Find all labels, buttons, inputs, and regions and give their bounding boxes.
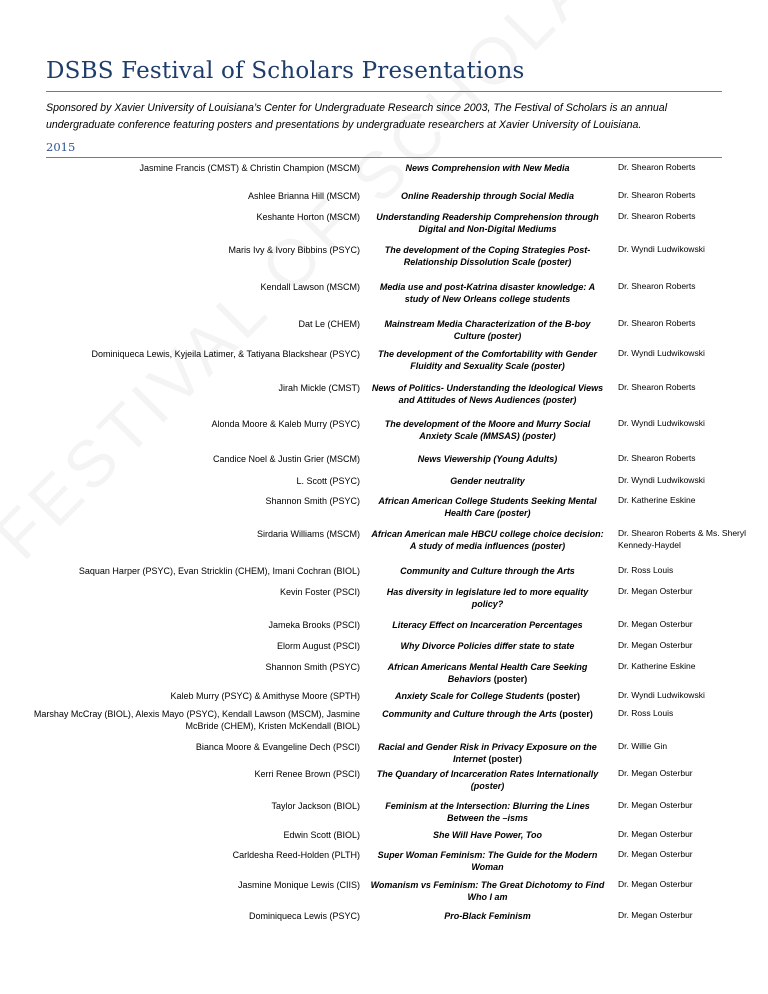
title-divider bbox=[46, 91, 722, 92]
presenter-cell: Jameka Brooks (PSCI) bbox=[268, 620, 360, 630]
presentation-title: Literacy Effect on Incarceration Percentages bbox=[392, 620, 583, 630]
presenter-cell: Shannon Smith (PSYC) bbox=[265, 496, 360, 506]
presentation-title-cell bbox=[370, 318, 605, 342]
advisor-cell: Dr. Shearon Roberts bbox=[618, 453, 696, 463]
advisor-cell: Dr. Wyndi Ludwikowski bbox=[618, 348, 705, 358]
presentation-title: The development of the Comfortability with Gender Fluidity and Sexuality Scale (poster) bbox=[377, 349, 597, 371]
presenter-cell: Taylor Jackson (BIOL) bbox=[271, 801, 360, 811]
presentation-title-cell bbox=[370, 162, 605, 174]
presentation-title: The Quandary of Incarceration Rates Internationally (poster) bbox=[376, 769, 599, 791]
presentation-title-cell bbox=[370, 690, 605, 702]
presenter-cell: Edwin Scott (BIOL) bbox=[283, 830, 360, 840]
presentation-title-cell bbox=[370, 495, 605, 519]
presentation-title: African Americans Mental Health Care Seeking Behaviors bbox=[387, 662, 588, 684]
presentation-title: Community and Culture through the Arts bbox=[400, 566, 575, 576]
advisor-cell: Dr. Katherine Eskine bbox=[618, 495, 696, 505]
presenter-cell: Kaleb Murry (PSYC) & Amithyse Moore (SPTH) bbox=[170, 691, 360, 701]
presentation-title-cell bbox=[370, 453, 605, 465]
presentation-title: News Viewership (Young Adults) bbox=[417, 454, 558, 464]
presentation-title: African American College Students Seeking Mental Health Care (poster) bbox=[378, 496, 597, 518]
presenter-cell: Jasmine Francis (CMST) & Christin Champion (MSCM) bbox=[139, 163, 360, 173]
presentation-title: African American male HBCU college choice decision: A study of media influences (poster) bbox=[371, 529, 604, 551]
presentation-title: The development of the Coping Strategies Post-Relationship Dissolution Scale (poster) bbox=[384, 245, 591, 267]
advisor-cell: Dr. Megan Osterbur bbox=[618, 849, 693, 859]
year-heading: 2015 bbox=[46, 140, 76, 154]
presenter-cell: Dat Le (CHEM) bbox=[298, 319, 360, 329]
presentation-title: Feminism at the Intersection: Blurring the Lines Between the –isms bbox=[385, 801, 590, 823]
presentation-title: The development of the Moore and Murry Social Anxiety Scale (MMSAS) (poster) bbox=[384, 419, 591, 441]
presentation-title: Media use and post-Katrina disaster knowledge: A study of New Orleans college students bbox=[379, 282, 596, 304]
presentation-type: (poster) bbox=[486, 754, 522, 764]
advisor-cell: Dr. Shearon Roberts bbox=[618, 318, 696, 328]
presentation-title: Has diversity in legislature led to more equality policy? bbox=[386, 587, 589, 609]
advisor-cell: Dr. Ross Louis bbox=[618, 565, 674, 575]
advisor-cell: Dr. Megan Osterbur bbox=[618, 586, 693, 596]
presentation-title-cell bbox=[370, 348, 605, 372]
advisor-cell: Dr. Megan Osterbur bbox=[618, 800, 693, 810]
presenter-cell: Jasmine Monique Lewis (CIIS) bbox=[237, 880, 360, 890]
presenter-cell: Dominiqueca Lewis (PSYC) bbox=[248, 911, 360, 921]
presentation-title: Why Divorce Policies differ state to state bbox=[400, 641, 575, 651]
presentation-type: (poster) bbox=[544, 691, 581, 701]
presentation-title-cell bbox=[370, 661, 605, 685]
presentation-title-cell bbox=[370, 244, 605, 268]
presentation-title: Super Woman Feminism: The Guide for the Modern Woman bbox=[377, 850, 598, 872]
year-divider bbox=[46, 157, 722, 158]
presentation-title-cell bbox=[370, 829, 605, 841]
advisor-cell: Dr. Ross Louis bbox=[618, 708, 674, 718]
advisor-cell: Dr. Wyndi Ludwikowski bbox=[618, 418, 705, 428]
presentation-title-cell bbox=[370, 741, 605, 765]
advisor-cell: Dr. Willie Gin bbox=[618, 741, 668, 751]
presentation-title-cell bbox=[370, 640, 605, 652]
presentation-title: Gender neutrality bbox=[450, 476, 525, 486]
advisor-cell: Dr. Shearon Roberts bbox=[618, 162, 696, 172]
advisor-cell: Dr. Megan Osterbur bbox=[618, 829, 693, 839]
presenter-cell: Dominiqueca Lewis, Kyjeila Latimer, & Tatiyana Blackshear (PSYC) bbox=[91, 349, 360, 359]
presentation-title: Womanism vs Feminism: The Great Dichotomy to Find Who I am bbox=[370, 880, 605, 902]
presentation-title-cell bbox=[370, 565, 605, 577]
presentation-title-cell bbox=[370, 879, 605, 903]
presentation-title-cell bbox=[370, 528, 605, 552]
presentation-title: She Will Have Power, Too bbox=[432, 830, 543, 840]
presenter-cell: Elorm August (PSCI) bbox=[276, 641, 360, 651]
advisor-cell: Dr. Megan Osterbur bbox=[618, 640, 693, 650]
presentation-type: (poster) bbox=[556, 709, 593, 719]
presenter-cell: Marshay McCray (BIOL), Alexis Mayo (PSYC), Kendall Lawson (MSCM), Jasmine McBride (CHEM), Kristen McKendall (BIOL) bbox=[33, 709, 360, 731]
presentation-title-cell bbox=[370, 800, 605, 824]
presentation-title-cell bbox=[370, 418, 605, 442]
presenter-cell: Sirdaria Williams (MSCM) bbox=[257, 529, 360, 539]
advisor-cell: Dr. Megan Osterbur bbox=[618, 619, 693, 629]
presentation-title: Understanding Readership Comprehension through Digital and Non-Digital Mediums bbox=[376, 212, 599, 234]
presenter-cell: Carldesha Reed-Holden (PLTH) bbox=[232, 850, 360, 860]
presenter-cell: Jirah Mickle (CMST) bbox=[278, 383, 360, 393]
advisor-cell: Dr. Shearon Roberts & Ms. Sheryl Kennedy-Haydel bbox=[618, 528, 747, 550]
presenter-cell: L. Scott (PSYC) bbox=[296, 476, 360, 486]
presentation-title-cell bbox=[370, 475, 605, 487]
presenter-cell: Maris Ivy & Ivory Bibbins (PSYC) bbox=[228, 245, 360, 255]
advisor-cell: Dr. Megan Osterbur bbox=[618, 910, 693, 920]
presentation-title: News of Politics- Understanding the Ideological Views and Attitudes of News Audiences (poster) bbox=[371, 383, 604, 405]
presentation-type: (poster) bbox=[491, 674, 528, 684]
presentation-title-cell bbox=[370, 211, 605, 235]
presentation-title-cell bbox=[370, 910, 605, 922]
presenter-cell: Candice Noel & Justin Grier (MSCM) bbox=[212, 454, 360, 464]
presentation-title: Anxiety Scale for College Students bbox=[394, 691, 545, 701]
presentation-title: Mainstream Media Characterization of the B-boy Culture (poster) bbox=[384, 319, 591, 341]
advisor-cell: Dr. Megan Osterbur bbox=[618, 879, 693, 889]
presenter-cell: Alonda Moore & Kaleb Murry (PSYC) bbox=[211, 419, 360, 429]
advisor-cell: Dr. Wyndi Ludwikowski bbox=[618, 475, 705, 485]
advisor-cell: Dr. Shearon Roberts bbox=[618, 211, 696, 221]
presenter-cell: Saquan Harper (PSYC), Evan Stricklin (CHEM), Imani Cochran (BIOL) bbox=[78, 566, 360, 576]
presenter-cell: Keshante Horton (MSCM) bbox=[256, 212, 360, 222]
advisor-cell: Dr. Shearon Roberts bbox=[618, 281, 696, 291]
presentation-title-cell bbox=[370, 382, 605, 406]
presentation-title-cell bbox=[370, 768, 605, 792]
page-title: DSBS Festival of Scholars Presentations bbox=[46, 58, 525, 84]
presenter-cell: Shannon Smith (PSYC) bbox=[265, 662, 360, 672]
presentation-title: News Comprehension with New Media bbox=[405, 163, 570, 173]
advisor-cell: Dr. Katherine Eskine bbox=[618, 661, 696, 671]
advisor-cell: Dr. Shearon Roberts bbox=[618, 382, 696, 392]
presentation-title-cell bbox=[370, 190, 605, 202]
presenter-cell: Kendall Lawson (MSCM) bbox=[260, 282, 360, 292]
presenter-cell: Ashlee Brianna Hill (MSCM) bbox=[247, 191, 360, 201]
presentation-title: Community and Culture through the Arts bbox=[382, 709, 557, 719]
presentation-title: Racial and Gender Risk in Privacy Exposure on the Internet bbox=[378, 742, 597, 764]
presenter-cell: Bianca Moore & Evangeline Dech (PSCI) bbox=[195, 742, 360, 752]
presentation-title: Online Readership through Social Media bbox=[400, 191, 575, 201]
presentation-title-cell bbox=[370, 849, 605, 873]
presentation-title-cell bbox=[370, 281, 605, 305]
advisor-cell: Dr. Shearon Roberts bbox=[618, 190, 696, 200]
presenter-cell: Kerri Renee Brown (PSCI) bbox=[254, 769, 360, 779]
advisor-cell: Dr. Wyndi Ludwikowski bbox=[618, 244, 705, 254]
presentation-title-cell bbox=[370, 586, 605, 610]
advisor-cell: Dr. Wyndi Ludwikowski bbox=[618, 690, 705, 700]
presenter-cell: Kevin Foster (PSCI) bbox=[279, 587, 360, 597]
advisor-cell: Dr. Megan Osterbur bbox=[618, 768, 693, 778]
presentation-title: Pro-Black Feminism bbox=[444, 911, 531, 921]
intro-paragraph: Sponsored by Xavier University of Louisiana’s Center for Undergraduate Research since 2003, The Festival of Scholars is an annual undergraduate conference featuring posters and presentations by undergraduate researchers at Xavier University of Louisiana. bbox=[46, 102, 668, 131]
presentation-title-cell bbox=[370, 619, 605, 631]
presentation-title-cell bbox=[370, 708, 605, 720]
